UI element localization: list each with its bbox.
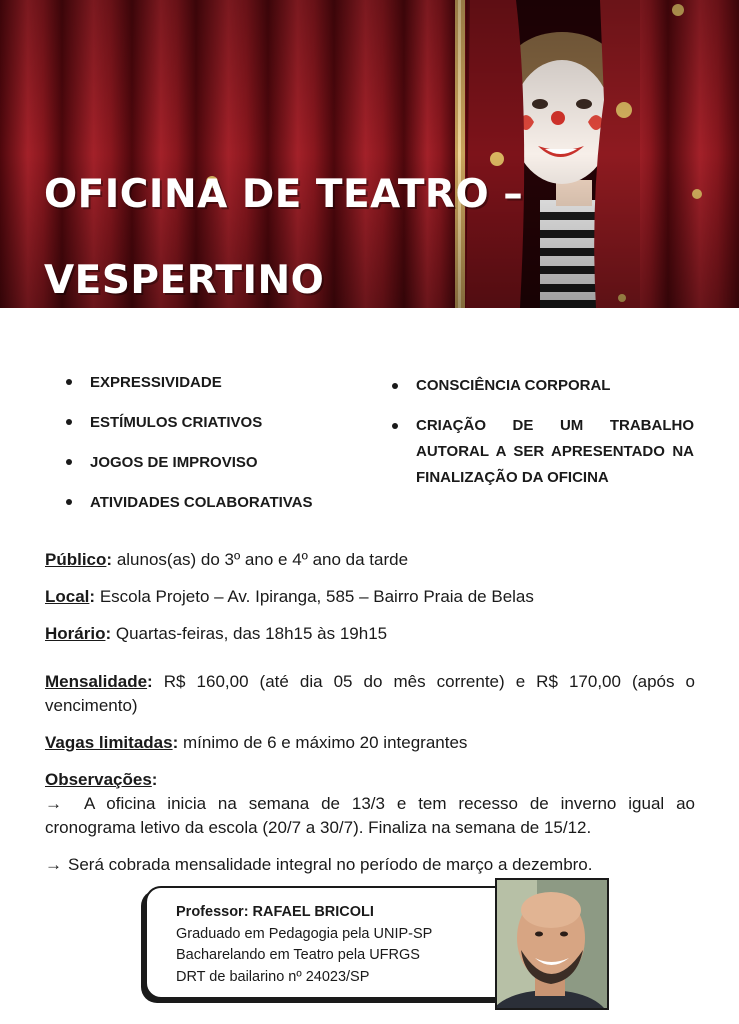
list-item: CRIAÇÃO DE UM TRABALHO AUTORAL A SER APRESENTADO NA FINALIZAÇÃO DA OFICINA <box>392 413 694 491</box>
list-item: CONSCIÊNCIA CORPORAL <box>392 373 694 399</box>
list-item: EXPRESSIVIDADE <box>66 373 366 413</box>
info-label: Observações <box>45 770 152 789</box>
professor-name: Professor: RAFAEL BRICOLI <box>176 904 374 920</box>
info-value: mínimo de 6 e máximo 20 integrantes <box>182 733 468 752</box>
page-title-line-2: VESPERTINO <box>44 258 325 303</box>
observacao-item <box>45 853 695 877</box>
observacao-item <box>45 792 695 840</box>
info-label: Mensalidade <box>45 672 148 691</box>
arrow-right-icon: → <box>45 855 62 874</box>
observacao-text: A oficina inicia na semana de 13/3 e tem recesso de inverno igual ao cronograma letivo da escola (20/7 a 30/7). Finaliza na semana de 15/12. <box>45 794 695 837</box>
info-label: Horário <box>45 624 106 643</box>
topics-list-right <box>392 373 694 505</box>
arrow-right-icon: → <box>45 794 62 813</box>
info-label: Local <box>45 587 90 606</box>
info-horario: Horário: Quartas-feiras, das 18h15 às 19h15 <box>45 624 388 643</box>
list-item: ESTÍMULOS CRIATIVOS <box>66 413 366 453</box>
info-value: alunos(as) do 3º ano e 4º ano da tarde <box>116 550 409 569</box>
banner <box>0 0 739 308</box>
info-local: Local: Escola Projeto – Av. Ipiranga, 585 – Bairro Praia de Belas <box>45 587 534 606</box>
list-item: ATIVIDADES COLABORATIVAS <box>66 493 366 533</box>
observacoes-heading: Observações: <box>45 770 158 789</box>
professor-credential: Bacharelando em Teatro pela UFRGS <box>176 947 420 963</box>
info-vagas: Vagas limitadas: mínimo de 6 e máximo 20 integrantes <box>45 733 468 752</box>
observacao-text: Será cobrada mensalidade integral no período de março a dezembro. <box>68 855 593 874</box>
topics-list-left <box>66 373 366 533</box>
professor-portrait-image <box>497 880 607 1008</box>
info-value: Escola Projeto – Av. Ipiranga, 585 – Bairro Praia de Belas <box>99 587 534 606</box>
professor-credential: DRT de bailarino nº 24023/SP <box>176 968 370 985</box>
professor-credential: Graduado em Pedagogia pela UNIP-SP <box>176 925 433 942</box>
professor-info <box>176 902 506 988</box>
info-publico: Público: alunos(as) do 3º ano e 4º ano da tarde <box>45 550 409 569</box>
info-value: R$ 160,00 (até dia 05 do mês corrente) e R$ 170,00 (após o vencimento) <box>45 672 695 715</box>
list-item: JOGOS DE IMPROVISO <box>66 453 366 493</box>
info-label: Público <box>45 550 107 569</box>
info-label: Vagas limitadas <box>45 733 173 752</box>
page-title-line-1: OFICINA DE TEATRO – <box>44 172 524 217</box>
info-value: Quartas-feiras, das 18h15 às 19h15 <box>115 624 388 643</box>
info-mensalidade: Mensalidade: R$ 160,00 (até dia 05 do mês corrente) e R$ 170,00 (após o vencimento) <box>45 672 695 715</box>
professor-photo <box>495 878 609 1010</box>
